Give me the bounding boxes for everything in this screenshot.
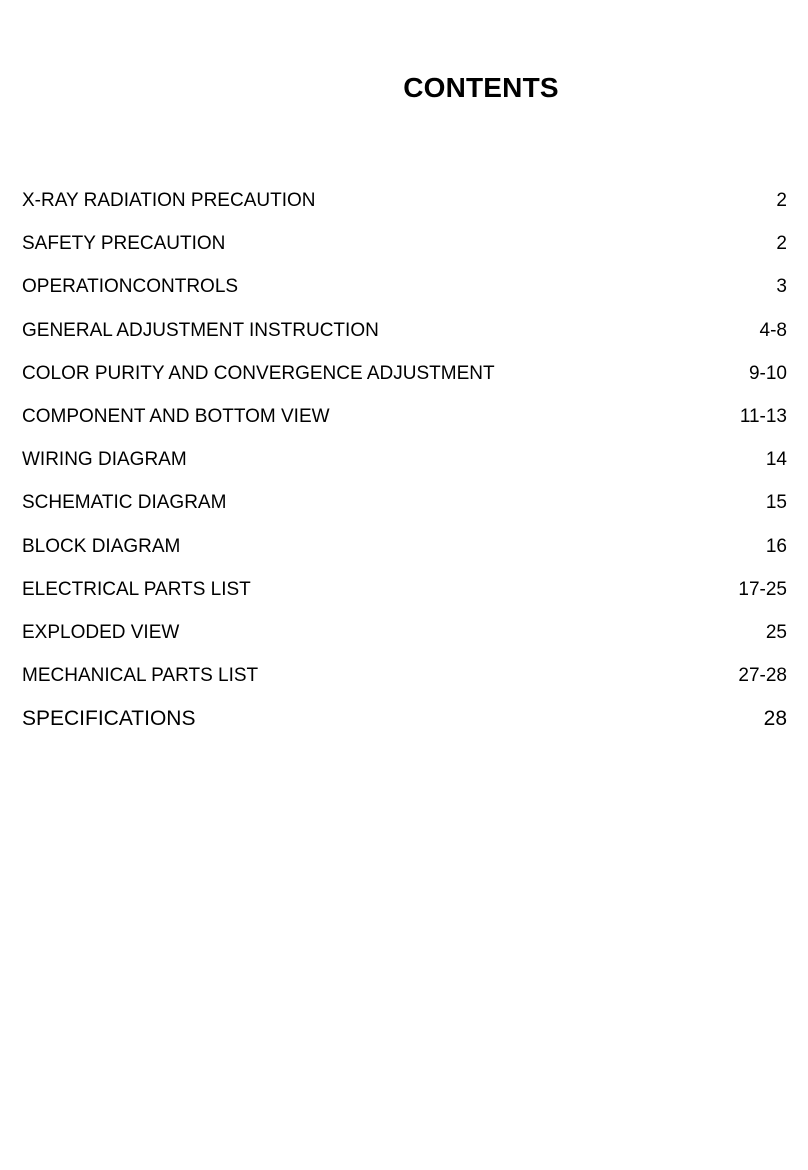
toc-entry-label: SCHEMATIC DIAGRAM bbox=[22, 492, 227, 514]
toc-entry[interactable] bbox=[22, 402, 787, 445]
toc-entry-label: SPECIFICATIONS bbox=[22, 707, 196, 731]
toc-entry[interactable] bbox=[22, 316, 787, 359]
toc-entry-label: X-RAY RADIATION PRECAUTION bbox=[22, 190, 316, 211]
toc-entry-page: 11-13 bbox=[739, 405, 787, 427]
toc-entry-page: 3 bbox=[776, 276, 787, 298]
toc-entry-page: 17-25 bbox=[738, 578, 787, 600]
toc-entry-page: 4-8 bbox=[759, 319, 787, 341]
toc-entry-label: COLOR PURITY AND CONVERGENCE ADJUSTMENT bbox=[22, 362, 495, 384]
toc-entry[interactable] bbox=[22, 229, 787, 272]
toc-entry-page: 14 bbox=[765, 449, 787, 471]
toc-entry[interactable] bbox=[22, 445, 787, 488]
toc-entry-label: BLOCK DIAGRAM bbox=[22, 535, 181, 557]
toc-entry-page: 2 bbox=[776, 233, 787, 255]
toc-entry-label: WIRING DIAGRAM bbox=[22, 449, 187, 471]
toc-entry-label: SAFETY PRECAUTION bbox=[22, 233, 226, 255]
toc-entry[interactable] bbox=[22, 488, 787, 531]
toc-entry-page: 16 bbox=[765, 535, 787, 557]
toc-entry[interactable] bbox=[22, 661, 787, 704]
toc-entry[interactable] bbox=[22, 272, 787, 315]
toc-entry-page: 25 bbox=[765, 621, 787, 643]
toc-entry-page: 27-28 bbox=[738, 665, 787, 687]
toc-entry-page: 28 bbox=[763, 707, 787, 731]
toc-entry-page: 2 bbox=[776, 190, 787, 211]
toc-entry-label: MECHANICAL PARTS LIST bbox=[22, 665, 259, 687]
toc-entry-label: EXPLODED VIEW bbox=[22, 621, 180, 643]
toc-entry-label: OPERATIONCONTROLS bbox=[22, 276, 239, 298]
toc-entry[interactable] bbox=[22, 704, 787, 747]
toc-entry-label: GENERAL ADJUSTMENT INSTRUCTION bbox=[22, 319, 379, 341]
toc-entry[interactable] bbox=[22, 575, 787, 618]
page-title: CONTENTS bbox=[403, 72, 559, 103]
toc-entry[interactable] bbox=[22, 186, 787, 229]
toc-entry[interactable] bbox=[22, 618, 787, 661]
table-of-contents bbox=[22, 186, 787, 747]
toc-entry[interactable] bbox=[22, 359, 787, 402]
toc-entry-label: COMPONENT AND BOTTOM VIEW bbox=[22, 405, 330, 427]
toc-entry-label: ELECTRICAL PARTS LIST bbox=[22, 578, 251, 600]
toc-entry-page: 15 bbox=[765, 492, 787, 514]
toc-entry-page: 9-10 bbox=[748, 362, 787, 384]
toc-entry[interactable] bbox=[22, 532, 787, 575]
